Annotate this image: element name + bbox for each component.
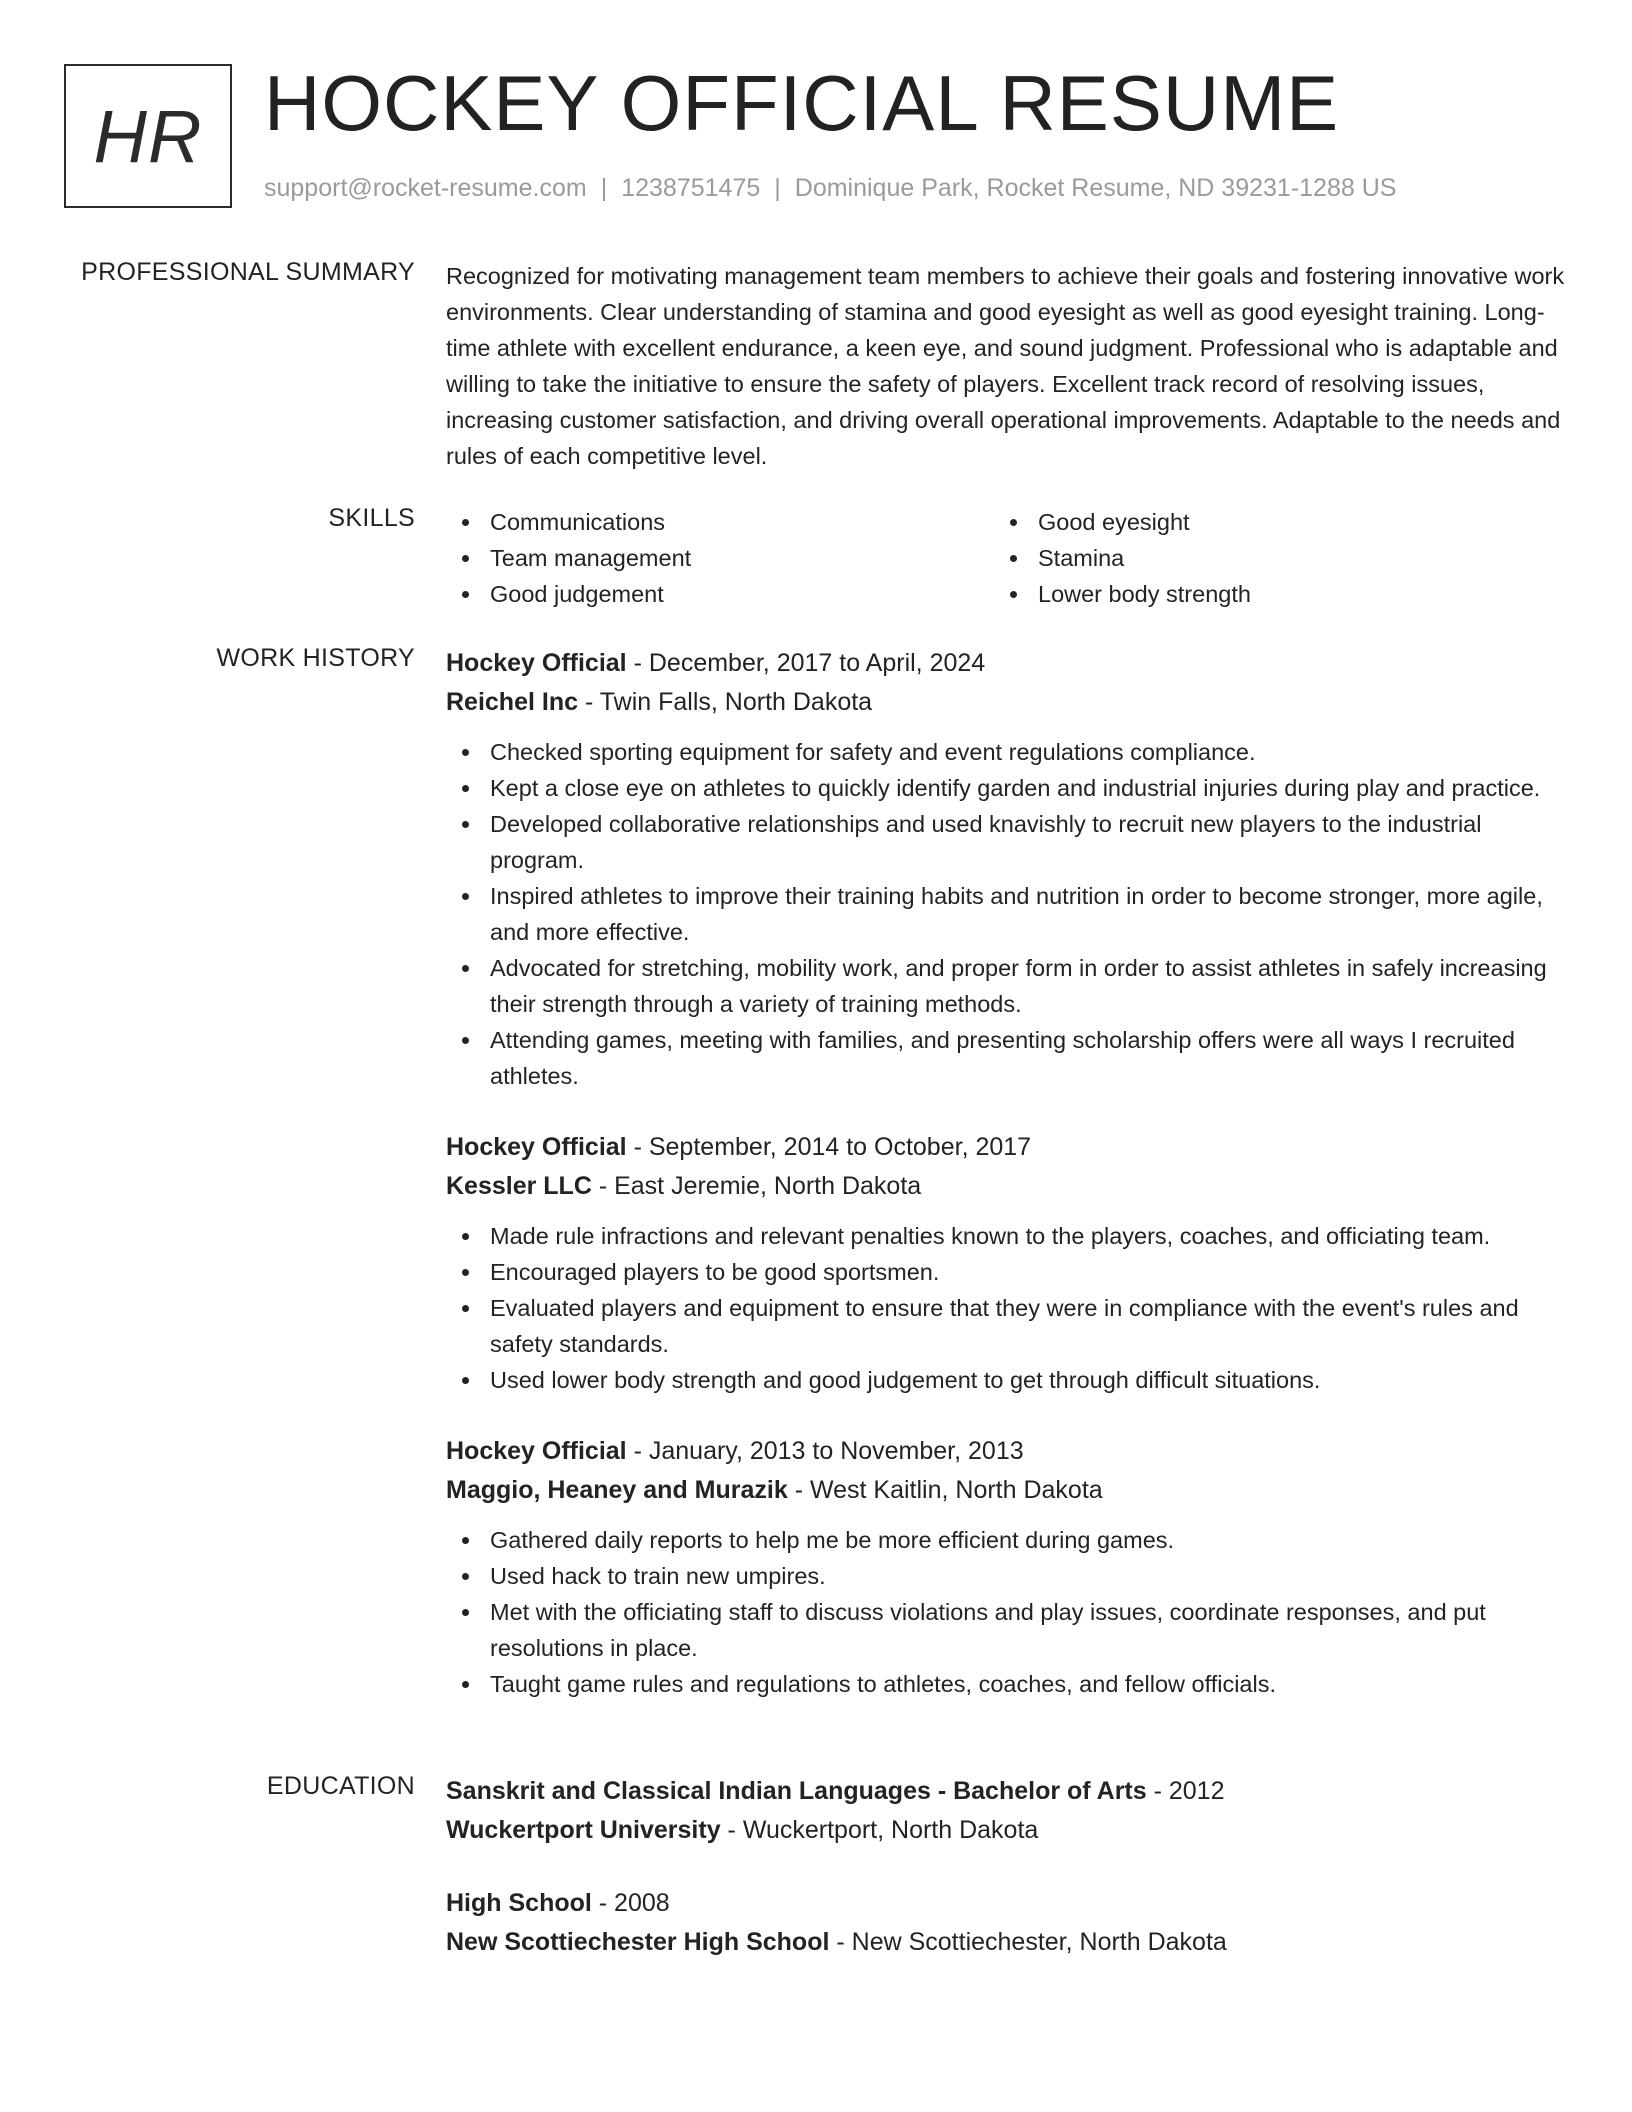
education-school-line <box>446 1923 1566 1962</box>
job-bullet: Advocated for stretching, mobility work, and proper form in order to assist athletes in safely increasing their strength through a variety of training methods. <box>446 950 1566 1022</box>
job-title-line <box>446 644 1566 683</box>
contact-email: support@rocket-resume.com <box>264 174 587 202</box>
contact-separator: | <box>774 174 781 202</box>
job-company-line <box>446 1167 1566 1206</box>
education-degree-line <box>446 1884 1566 1923</box>
job-bullet: Encouraged players to be good sportsmen. <box>446 1254 1566 1290</box>
skills-column-left <box>446 504 994 612</box>
job-bullet: Gathered daily reports to help me be more efficient during games. <box>446 1522 1566 1558</box>
education-location: - Wuckertport, North Dakota <box>720 1816 1039 1844</box>
summary-body <box>446 258 1566 474</box>
summary-text: Recognized for motivating management team members to achieve their goals and fostering innovative work environments. Clear understanding of stamina and good eyesight as well as good eyesight training. Long-time athlete with excellent endurance, a keen eye, and sound judgment. Professional who is adaptable and willing to take the initiative to ensure the safety of players. Excellent track record of resolving issues, increasing customer satisfaction, and driving overall operational improvements. Adaptable to the needs and rules of each competitive level. <box>446 263 1565 469</box>
job-bullet: Developed collaborative relationships and used knavishly to recruit new players to the industrial program. <box>446 806 1566 878</box>
skill-item: Good eyesight <box>994 504 1554 540</box>
work-history-label: WORK HISTORY <box>216 644 415 672</box>
education-label: EDUCATION <box>266 1772 415 1800</box>
job-title-line <box>446 1128 1566 1167</box>
job-title-line <box>446 1432 1566 1471</box>
education-year: - 2012 <box>1146 1777 1225 1805</box>
contact-address: Dominique Park, Rocket Resume, ND 39231-1288 US <box>794 174 1397 202</box>
job-bullet: Taught game rules and regulations to athletes, coaches, and fellow officials. <box>446 1666 1566 1702</box>
education-year: - 2008 <box>591 1889 670 1917</box>
job-bullet: Kept a close eye on athletes to quickly identify garden and industrial injuries during play and practice. <box>446 770 1566 806</box>
skills-body <box>446 504 1566 612</box>
education-entry <box>446 1772 1566 1850</box>
job-bullets <box>446 1218 1566 1398</box>
summary-label: PROFESSIONAL SUMMARY <box>81 258 415 286</box>
education-school: Wuckertport University <box>446 1816 721 1844</box>
job-company-line <box>446 683 1566 722</box>
job-bullets <box>446 1522 1566 1702</box>
resume-header <box>64 59 1584 214</box>
job-bullet: Inspired athletes to improve their training habits and nutrition in order to become stronger, more agile, and more effective. <box>446 878 1566 950</box>
job-bullet: Met with the officiating staff to discuss violations and play issues, coordinate responses, and put resolutions in place. <box>446 1594 1566 1666</box>
job-company: Reichel Inc <box>446 688 578 716</box>
work-history-body <box>446 644 1566 1736</box>
job-bullet: Used hack to train new umpires. <box>446 1558 1566 1594</box>
job-company: Maggio, Heaney and Murazik <box>446 1476 788 1504</box>
education-body <box>446 1772 1566 1996</box>
education-school-line <box>446 1811 1566 1850</box>
job-location: - East Jeremie, North Dakota <box>591 1172 922 1200</box>
skill-item: Communications <box>446 504 994 540</box>
job-title: Hockey Official <box>446 1133 627 1161</box>
skills-column-right <box>994 504 1554 612</box>
job-bullet: Made rule infractions and relevant penalties known to the players, coaches, and officiating team. <box>446 1218 1566 1254</box>
job-title: Hockey Official <box>446 649 627 677</box>
job-company: Kessler LLC <box>446 1172 592 1200</box>
education-location: - New Scottiechester, North Dakota <box>829 1928 1227 1956</box>
skill-item: Good judgement <box>446 576 994 612</box>
education-entry <box>446 1884 1566 1962</box>
skill-item: Lower body strength <box>994 576 1554 612</box>
skill-item: Stamina <box>994 540 1554 576</box>
contact-separator: | <box>600 174 608 202</box>
job-title: Hockey Official <box>446 1437 627 1465</box>
education-degree-line <box>446 1772 1566 1811</box>
job-dates: - January, 2013 to November, 2013 <box>626 1437 1024 1465</box>
job-bullet: Evaluated players and equipment to ensure that they were in compliance with the event's rules and safety standards. <box>446 1290 1566 1362</box>
job-dates: - September, 2014 to October, 2017 <box>626 1133 1032 1161</box>
job-location: - Twin Falls, North Dakota <box>578 688 873 716</box>
job-location: - West Kaitlin, North Dakota <box>787 1476 1103 1504</box>
job-bullet: Used lower body strength and good judgement to get through difficult situations. <box>446 1362 1566 1398</box>
job-dates: - December, 2017 to April, 2024 <box>626 649 986 677</box>
job-entry <box>446 1432 1566 1702</box>
job-entry <box>446 1128 1566 1398</box>
skills-grid <box>446 504 1566 612</box>
job-bullet: Attending games, meeting with families, and presenting scholarship offers were all ways I recruited athletes. <box>446 1022 1566 1094</box>
initials-monogram: HR <box>64 64 232 208</box>
contact-line <box>264 174 1396 203</box>
job-bullets <box>446 734 1566 1094</box>
skill-item: Team management <box>446 540 994 576</box>
job-entry <box>446 644 1566 1094</box>
contact-phone: 1238751475 <box>621 174 761 202</box>
education-school: New Scottiechester High School <box>446 1928 830 1956</box>
job-company-line <box>446 1471 1566 1510</box>
skills-label: SKILLS <box>328 504 415 532</box>
education-degree: Sanskrit and Classical Indian Languages - Bachelor of Arts <box>446 1777 1147 1805</box>
resume-title: HOCKEY OFFICIAL RESUME <box>264 59 1340 147</box>
job-bullet: Checked sporting equipment for safety and event regulations compliance. <box>446 734 1566 770</box>
education-degree: High School <box>446 1889 592 1917</box>
